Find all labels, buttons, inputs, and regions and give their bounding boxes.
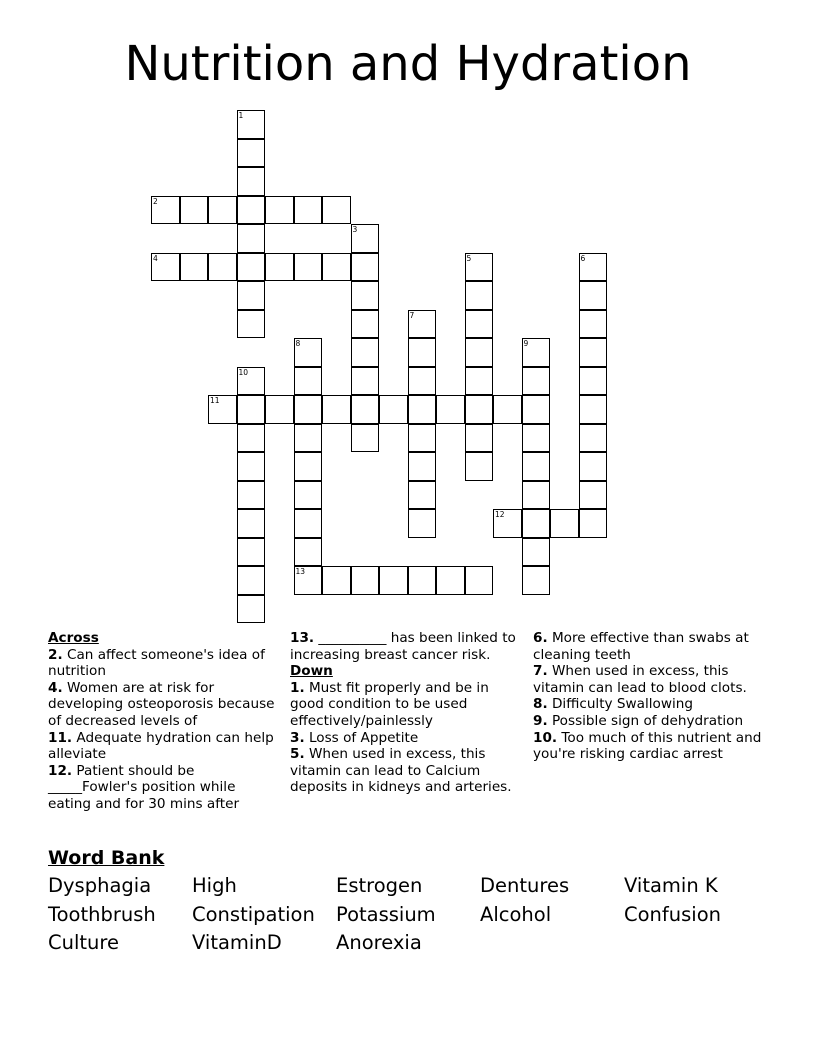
crossword-cell[interactable]	[265, 395, 294, 424]
crossword-cell[interactable]	[579, 509, 608, 538]
crossword-cell[interactable]	[322, 196, 351, 225]
clue-number: 9	[523, 339, 529, 348]
crossword-cell[interactable]	[522, 566, 551, 595]
clue-number: 11	[210, 396, 220, 405]
crossword-cell[interactable]	[265, 253, 294, 282]
crossword-cell[interactable]	[550, 509, 579, 538]
crossword-cell[interactable]	[294, 481, 323, 510]
word-bank-item: Potassium	[336, 902, 436, 926]
clue-number: 10	[238, 367, 249, 377]
clue-down-5: 5. When used in excess, this vitamin can lead to Calcium deposits in kidneys and arteries.	[290, 746, 512, 796]
crossword-cell[interactable]	[493, 395, 522, 424]
crossword-cell[interactable]	[408, 481, 437, 510]
crossword-cell[interactable]	[237, 452, 266, 481]
clue-number: 4	[153, 253, 158, 263]
crossword-cell[interactable]	[237, 224, 266, 253]
crossword-cell[interactable]	[408, 424, 437, 453]
crossword-cell[interactable]	[408, 395, 437, 424]
word-bank-title: Word Bank	[48, 847, 165, 869]
crossword-cell[interactable]	[436, 566, 465, 595]
word-bank-item: Culture	[48, 931, 119, 954]
crossword-cell[interactable]	[579, 481, 608, 510]
crossword-cell[interactable]	[579, 253, 608, 282]
crossword-cell[interactable]	[237, 139, 266, 168]
crossword-cell[interactable]	[322, 566, 351, 595]
crossword-cell[interactable]	[522, 338, 551, 367]
clue-across-13: 13. __________ has been linked to increasing breast cancer risk.	[290, 630, 516, 663]
crossword-cell[interactable]	[294, 367, 323, 396]
word-bank-item: VitaminD	[192, 931, 282, 954]
crossword-cell[interactable]	[322, 395, 351, 424]
crossword-cell[interactable]	[579, 395, 608, 424]
clue-number: 1	[238, 111, 244, 120]
crossword-cell[interactable]	[237, 566, 266, 595]
across-heading: Across	[48, 630, 99, 646]
crossword-cell[interactable]	[465, 395, 494, 424]
crossword-cell[interactable]	[294, 538, 323, 567]
crossword-cell[interactable]	[379, 395, 408, 424]
clue-across-2: 2. Can affect someone's idea of nutrition	[48, 646, 265, 680]
crossword-cell[interactable]	[237, 310, 266, 339]
crossword-cell[interactable]	[237, 253, 266, 282]
crossword-cell[interactable]	[294, 566, 323, 595]
crossword-cell[interactable]	[151, 196, 180, 225]
crossword-cell[interactable]	[408, 367, 437, 396]
clue-number: 5	[466, 253, 472, 263]
crossword-cell[interactable]	[408, 566, 437, 595]
crossword-cell[interactable]	[465, 367, 494, 396]
word-bank-item: Constipation	[192, 902, 315, 926]
crossword-cell[interactable]	[237, 110, 266, 139]
crossword-cell[interactable]	[493, 509, 522, 538]
word-bank-item: Dysphagia	[48, 874, 152, 897]
crossword-cell[interactable]	[322, 253, 351, 282]
crossword-cell[interactable]	[180, 196, 209, 225]
crossword-cell[interactable]	[208, 253, 237, 282]
crossword-cell[interactable]	[208, 196, 237, 225]
crossword-cell[interactable]	[465, 310, 494, 339]
crossword-cell[interactable]	[465, 566, 494, 595]
crossword-cell[interactable]	[579, 310, 608, 339]
crossword-cell[interactable]	[436, 395, 465, 424]
crossword-cell[interactable]	[294, 395, 323, 424]
crossword-cell[interactable]	[522, 538, 551, 567]
clue-number: 2	[153, 196, 158, 206]
crossword-cell[interactable]	[237, 281, 266, 310]
crossword-cell[interactable]	[294, 338, 323, 367]
crossword-cell[interactable]	[265, 196, 294, 225]
crossword-cell[interactable]	[294, 452, 323, 481]
crossword-cell[interactable]	[294, 196, 323, 225]
crossword-cell[interactable]	[237, 167, 266, 196]
clue-down-3: 3. Loss of Appetite	[290, 729, 419, 746]
crossword-cell[interactable]	[579, 424, 608, 453]
crossword-cell[interactable]	[522, 452, 551, 481]
crossword-cell[interactable]	[151, 253, 180, 282]
crossword-cell[interactable]	[408, 452, 437, 481]
clue-down-7: 7. When used in excess, this vitamin can lead to blood clots.	[533, 663, 747, 696]
crossword-cell[interactable]	[465, 281, 494, 310]
crossword-cell[interactable]	[465, 424, 494, 453]
crossword-cell[interactable]	[180, 253, 209, 282]
clue-down-10: 10. Too much of this nutrient and you're risking cardiac arrest	[533, 729, 762, 763]
crossword-cell[interactable]	[408, 509, 437, 538]
word-bank-item: High	[192, 874, 237, 897]
crossword-cell[interactable]	[351, 224, 380, 253]
clues-column-1	[48, 630, 280, 813]
clue-across-11: 11. Adequate hydration can help alleviate	[48, 729, 274, 763]
crossword-cell[interactable]	[408, 338, 437, 367]
clue-number: 12	[495, 510, 505, 519]
page-title: Nutrition and Hydration	[124, 36, 692, 92]
crossword-cell[interactable]	[208, 395, 237, 424]
clue-across-4: 4. Women are at risk for developing osteoporosis because of decreased levels of	[48, 679, 275, 729]
crossword-cell[interactable]	[351, 338, 380, 367]
crossword-cell[interactable]	[522, 509, 551, 538]
clue-number: 6	[580, 253, 586, 263]
crossword-cell[interactable]	[465, 253, 494, 282]
clue-number: 3	[352, 225, 358, 234]
crossword-cell[interactable]	[465, 452, 494, 481]
word-bank	[48, 872, 768, 958]
word-bank-item: Anorexia	[336, 931, 422, 954]
clue-number: 7	[409, 310, 415, 320]
crossword-cell[interactable]	[408, 310, 437, 339]
crossword-cell[interactable]	[522, 424, 551, 453]
crossword-cell[interactable]	[237, 481, 266, 510]
clues-column-2	[290, 630, 520, 796]
crossword-cell[interactable]	[237, 196, 266, 225]
crossword-cell[interactable]	[351, 395, 380, 424]
crossword-cell[interactable]	[351, 566, 380, 595]
clue-number: 13	[295, 567, 306, 576]
clue-down-6: 6. More effective than swabs at cleaning teeth	[533, 630, 749, 663]
word-bank-item: Alcohol	[480, 902, 552, 926]
clue-across-12: 12. Patient should be _____Fowler's position while eating and for 30 mins after	[48, 762, 240, 812]
clues-column-3	[533, 630, 773, 763]
word-bank-item: Dentures	[480, 874, 570, 897]
crossword-cell[interactable]	[351, 253, 380, 282]
clue-down-8: 8. Difficulty Swallowing	[533, 696, 693, 713]
crossword-cell[interactable]	[579, 338, 608, 367]
clue-down-1: 1. Must fit properly and be in good condition to be used effectively/painlessly	[290, 679, 489, 729]
crossword-cell[interactable]	[351, 367, 380, 396]
crossword-cell[interactable]	[294, 424, 323, 453]
crossword-cell[interactable]	[237, 367, 266, 396]
crossword-cell[interactable]	[379, 566, 408, 595]
crossword-cell[interactable]	[237, 424, 266, 453]
word-bank-item: Estrogen	[336, 874, 423, 897]
clue-number: 8	[295, 339, 301, 348]
crossword-cell[interactable]	[237, 509, 266, 538]
crossword-cell[interactable]	[579, 367, 608, 396]
crossword-cell[interactable]	[522, 395, 551, 424]
word-bank-item: Vitamin K	[624, 874, 718, 897]
crossword-cell[interactable]	[579, 281, 608, 310]
crossword-cell[interactable]	[465, 338, 494, 367]
crossword-cell[interactable]	[294, 253, 323, 282]
crossword-cell[interactable]	[351, 281, 380, 310]
crossword-cell[interactable]	[237, 395, 266, 424]
word-bank-item: Toothbrush	[48, 902, 156, 926]
crossword-cell[interactable]	[351, 310, 380, 339]
crossword-cell[interactable]	[522, 481, 551, 510]
crossword-cell[interactable]	[579, 452, 608, 481]
crossword-cell[interactable]	[294, 509, 323, 538]
crossword-cell[interactable]	[237, 595, 266, 624]
word-bank-item: Confusion	[624, 902, 721, 926]
clue-down-9: 9. Possible sign of dehydration	[533, 712, 744, 729]
crossword-cell[interactable]	[351, 424, 380, 453]
crossword-cell[interactable]	[522, 367, 551, 396]
crossword-cell[interactable]	[237, 538, 266, 567]
down-heading: Down	[290, 663, 333, 680]
